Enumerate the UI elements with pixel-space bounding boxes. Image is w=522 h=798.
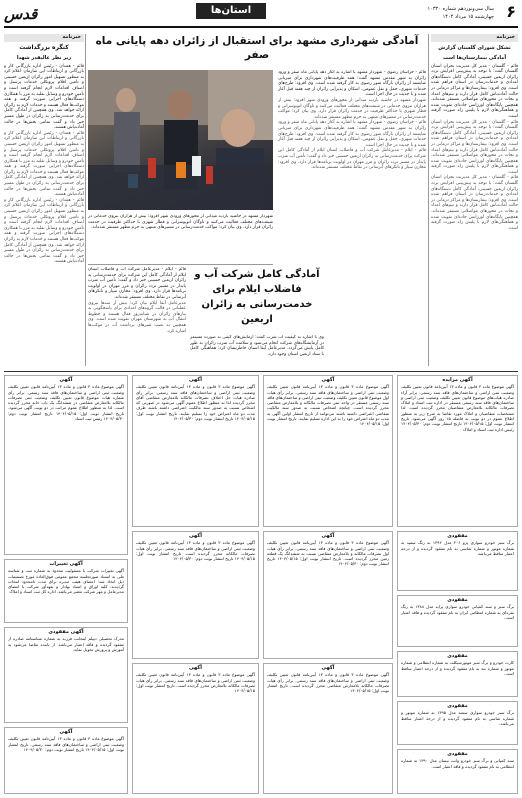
notice-body: آگهی موضوع ماده ۳ قانون و ماده ۱۳ آیین‌نامه قانون تعیین تکلیف وضعیت ثبتی اراضی و ساختمان‌های فاقد سند رسمی. برابر رأی هیات تصرفات مالکانه بلامعارض محرز گردیده است. تاریخ انتشار نوبت اول: ۱۴۰۴/۰۵/۱۵: [136, 672, 255, 694]
main-body-p3: قائم - خراسان رضوی - شهردار مشهد با اشاره به آغاز دهه پایانی ماه صفر و ورود زائران به شهر مقدس مشهد گفت: همه ظرفیت‌های شهرداری برای میزبانی شایسته از زائران بارگاه منور رضوی به کار گرفته شده است. وی افزود: طرح‌های خدمات شهری، حمل و نقل عمومی، اسکان و پذیرایی زائران از چند هفته قبل آغاز شده و با جدیت در حال اجرا است.: [278, 120, 426, 148]
notice-body: مدرک تحصیلی دیپلم اینجانب فرزند به شماره شناسنامه صادره از مفقود گردیده و فاقد اعتبار می‌باشد. از یابنده تقاضا می‌شود به آموزش و پرورش تحویل نماید.: [8, 636, 124, 652]
section-tab[interactable]: استان‌ها: [196, 3, 266, 19]
notice-box: [397, 595, 518, 647]
left-news-column: [4, 34, 84, 364]
notice-title: آگهی مفقودی: [48, 629, 84, 635]
notice-box: [4, 627, 128, 723]
notice-box: [132, 531, 259, 659]
second-body-b: مدیرعامل آبفا ایلام بیان کرد: بیش از صدها نیروی عملیاتی در قالب گروه‌های امدادی برای پاسخگویی به نیازهای زائران در شبانه‌روز فعال هستند و خطوط انتقال آب به شهرستان مهران تقویت شده است. وی همچنین به نصب شیرهای برداشت آب در موکب‌ها اشاره کرد.: [88, 300, 186, 334]
notice-box: [263, 663, 393, 794]
notice-box: [4, 727, 128, 794]
notice-title: آگهی: [189, 665, 202, 671]
notice-body: آگهی تغییرات شرکت با مسئولیت محدود به شماره ثبت و شناسه ملی به استناد صورتجلسه مجمع عمومی فوق‌العاده مورخ تصمیمات ذیل اتخاذ شد: اعضای هیئت مدیره برای مدت نامحدود انتخاب گردیدند. کلیه اوراق و اسناد بهادار و تعهدآور شرکت با امضای مدیرعامل و مهر شرکت معتبر می‌باشد. اداره کل ثبت اسناد و املاک: [8, 568, 124, 595]
notice-title: آگهی: [321, 665, 335, 671]
notice-body: برگ سبز خودرو سواری سمند مدل ۱۳۹۵ به شماره موتور و شماره شاسی به نام مفقود گردیده و از درجه اعتبار ساقط می‌باشد.: [401, 710, 514, 726]
second-body-c: وی با اشاره به کیفیت آب شرب گفت: آزمایش‌های کیفی به صورت مستمر در آزمایشگاه‌های شرکت انجام می‌شود و سلامت آب شرب زائران به طور کامل پایش می‌گردد. مدیرعامل آبفا استان خاطرنشان کرد: هماهنگی کامل با ستاد اربعین استان وجود دارد.: [190, 335, 324, 357]
issue-date: چهارشنبه ۱۵ مرداد ۱۴۰۴: [442, 14, 494, 20]
main-story-body-under-photo: [88, 214, 273, 262]
notice-body: کارت خودرو و برگ سبز موتورسیکلت به شماره انتظامی و شماره موتور و شماره تنه به نام مفقود گردیده و از درجه اعتبار ساقط است.: [401, 660, 514, 676]
notice-title: مفقودی: [447, 533, 468, 539]
right-body-continued: قائم - گلستان - مدیر کل مدیریت بحران استان گلستان گفت: با توجه به پیش‌بینی افزایش تردد زائران اربعین حسینی، آمادگی کامل دستگاه‌های امدادی و خدمات‌رسان در استان فراهم شده است. وی افزود: بیمارستان‌ها و مراکز درمانی در حالت آماده‌باش کامل قرار دارند و تیم‌های امداد و نجات در محورهای مواصلاتی مستقر شده‌اند. همچنین پایگاه‌های اورژانس جاده‌ای تقویت شده و هماهنگی‌های لازم با پلیس راه صورت گرفته است.: [431, 119, 518, 175]
notice-title: آگهی تغییرات: [49, 561, 83, 567]
notice-title: مفقودی: [447, 597, 468, 603]
notice-box: [263, 375, 393, 527]
notice-box: [397, 531, 518, 591]
column-divider: [85, 34, 86, 366]
right-title-2: آمادگی بیمارستان‌ها است: [442, 54, 507, 61]
notice-box: [397, 651, 518, 697]
notice-body: سند کمپانی و برگ سبز خودرو وانت نیسان مدل ۱۳۹۰ به شماره انتظامی به نام مفقود گردیده و فاقد اعتبار است.: [401, 758, 514, 769]
right-title-1: تشکل شورای گلستان گزارش: [438, 44, 511, 51]
right-kicker: خبرنامه: [431, 34, 518, 42]
notice-body: آگهی موضوع ماده ۳ قانون و ماده ۱۳ آیین‌نامه قانون تعیین تکلیف وضعیت ثبتی اراضی و ساختمان‌های فاقد سند رسمی. برابر رأی هیات اول تصرفات مالکانه و بلامعارض متقاضی نسبت به ششدانگ یک قطعه زمین محرز گردیده است. تاریخ انتشار نوبت اول: ۱۴۰۴/۰۵/۱۵ تاریخ انتشار نوبت دوم: ۱۴۰۴/۰۵/۳۰: [267, 540, 389, 567]
notice-title: مفقودی: [447, 751, 468, 757]
notice-body: آگهی موضوع ماده ۳ قانون و ماده ۱۳ آیین‌نامه قانون تعیین تکلیف وضعیت ثبتی اراضی و ساختمان‌های فاقد سند رسمی. برابر رأی هیات تصرفات مالکانه محرز گردیده است. تاریخ انتشار نوبت اول: ۱۴۰۴/۰۵/۱۵ تاریخ انتشار نوبت دوم: ۱۴۰۴/۰۵/۳۰: [136, 540, 255, 562]
notice-box: [132, 375, 259, 527]
notice-title: مفقودی: [447, 653, 468, 659]
notice-title: آگهی: [189, 533, 202, 539]
main-headline[interactable]: آمادگی شهرداری مشهد برای استقبال از زائران دهه پایانی ماه صفر: [95, 35, 419, 61]
main-body-p1: قائم - خراسان رضوی - شهردار مشهد با اشاره به آغاز دهه پایانی ماه صفر و ورود زائران به شهر مقدس مشهد گفت: همه ظرفیت‌های شهرداری برای میزبانی شایسته از زائران بارگاه منور رضوی به کار گرفته شده است. وی افزود: طرح‌های خدمات شهری، حمل و نقل عمومی، اسکان و پذیرایی زائران از چند هفته قبل آغاز شده و با جدیت در حال اجرا است.: [278, 70, 426, 98]
section-divider: [4, 371, 518, 372]
left-body-continued-2: قائم - همدان - رئیس اداره بازرگانی کار و بازرگانی و ارتباطات این سازمان اعلام کرد به منظور تسهیل امور زائران اربعین حسینی و تامین اقلام پروتکلی خدمات پرسنل و اصناف اقدامات لازم انجام گرفته است و تأمین خودرو و وسایل نقلیه به مرز با همکاری دستگاه‌های اجرایی صورت گرفته و همه موکب‌ها فعال هستند و خدمات لازم به زائران ارائه خواهد شد. وی همچنین از آمادگی کامل برای خدمت‌رسانی به زائران در طول مسیر خبر داد و گفت تمامی بخش‌ها در حالت آماده‌باش هستند.: [4, 197, 84, 265]
second-story-col-c: [190, 335, 324, 369]
masthead: [0, 0, 522, 30]
second-body-a: قائم - ایلام - مدیرعامل شرکت آب و فاضلاب استان ایلام از آمادگی کامل این شرکت برای خدمت‌رسانی به زائران اربعین حسینی خبر داد و گفت: تأمین آب شرب پایدار در مسیر تردد زائران و مرز مهران در اولویت برنامه‌ها قرار دارد. وی افزود: مخازن سیار و تانکرهای آبرسانی در نقاط مختلف مستقر شده‌اند.: [88, 267, 186, 300]
notice-box: [397, 375, 518, 527]
story-divider: [88, 264, 273, 265]
second-story-col-a: [88, 267, 186, 367]
notice-title: مفقودی: [447, 703, 468, 709]
notice-box: [4, 559, 128, 623]
second-headline[interactable]: آمادگی کامل شرکت آب و فاضلاب ایلام برای خدمت‌رسانی به زائران اربعین: [194, 269, 320, 325]
issue-number: سال سی‌ونوزدهم شماره ۱۰۳۲۰: [427, 6, 494, 12]
masthead-rule: [4, 26, 518, 28]
left-kicker: خبرنامه: [4, 34, 84, 42]
notice-body: آگهی موضوع ماده ۳ قانون و ماده ۱۳ آیین‌نامه قانون تعیین تکلیف وضعیت ثبتی اراضی و ساختمان‌های فاقد سند رسمی. برابر رأی شماره هیات موضوع قانون تعیین تکلیف وضعیت ثبتی تصرفات مالکانه بلامعارض متقاضی در ششدانگ یک باب خانه محرز گردیده است. لذا به منظور اطلاع عموم مراتب در دو نوبت آگهی می‌شود. تاریخ انتشار نوبت اول: ۱۴۰۴/۰۵/۱۵ تاریخ انتشار نوبت دوم: ۱۴۰۴/۰۵/۳۰ رئیس ثبت اسناد: [8, 384, 124, 422]
notice-body: برگ سبز و سند کمپانی خودرو سواری پراید مدل ۱۳۸۸ به رنگ نقره‌ای به شماره انتظامی ایران به نام مفقود گردیده و فاقد اعتبار است.: [401, 604, 515, 620]
notice-body: آگهی موضوع ماده ۳ قانون و ماده ۱۳ آیین‌نامه قانون تعیین تکلیف وضعیت ثبتی اراضی و ساختمان‌های فاقد سند رسمی. برابر رأی هیات اول موضوع قانون تعیین تکلیف وضعیت ثبتی اراضی و ساختمان‌های فاقد سند رسمی مستقر در واحد ثبتی تصرفات مالکانه و بلامعارض متقاضی محرز گردیده است. چنانچه اشخاص نسبت به صدور سند مالکیت متقاضی اعتراضی داشته باشند می‌توانند از تاریخ انتشار اولین آگهی به مدت دو ماه اعتراض خود را به این اداره تسلیم نمایند. تاریخ انتشار نوبت اول: ۱۴۰۴/۰۵/۱۵: [267, 384, 389, 427]
left-title-2: زیر نظر عالیقدر شهدا: [16, 54, 72, 61]
main-body-p2: شهردار مشهد در حاشیه بازدید میدانی از محورهای ورودی شهر افزود: بیش از هزاران نیروی خدماتی در شیفت‌های مختلف فعالیت می‌کنند و ناوگان اتوبوسرانی و قطار شهری با حداکثر ظرفیت در خدمت زائران قرار دارد. وی بیان کرد: مواکب خدمت‌رسانی در مسیرهای منتهی به حرم مطهر مستقر شده‌اند.: [278, 97, 426, 120]
notice-box: [132, 663, 259, 794]
notice-body: برگ سبز خودرو سواری پژو ۲۰۶ مدل ۱۳۹۲ به رنگ سفید به شماره موتور و شماره شاسی به نام مفقود گردیده و از درجه اعتبار ساقط می‌باشد.: [401, 540, 515, 556]
left-body-continued: قائم - همدان - رئیس اداره بازرگانی کار و بازرگانی و ارتباطات این سازمان اعلام کرد به منظور تسهیل امور زائران اربعین حسینی و تامین اقلام پروتکلی خدمات پرسنل و اصناف اقدامات لازم انجام گرفته است و تأمین خودرو و وسایل نقلیه به مرز با همکاری دستگاه‌های اجرایی صورت گرفته و همه موکب‌ها فعال هستند و خدمات لازم به زائران ارائه خواهد شد. وی همچنین از آمادگی کامل برای خدمت‌رسانی به زائران در طول مسیر خبر داد و گفت تمامی بخش‌ها در حالت آماده‌باش هستند.: [4, 130, 84, 198]
notice-body: آگهی موضوع ماده ۳ قانون و ماده ۱۳ آیین‌نامه قانون تعیین تکلیف وضعیت ثبتی اراضی و ساختمان‌های فاقد سند رسمی. برابر آراء صادره هیات‌های موضوع قانون تعیین تکلیف وضعیت ثبتی اراضی و ساختمان‌های فاقد سند رسمی مستقر در اداره ثبت اسناد و املاک تصرفات مالکانه بلامعارض متقاضیان محرز گردیده است. لذا مشخصات متقاضیان و املاک مورد تقاضا به شرح زیر به منظور اطلاع عموم در دو نوبت به فاصله ۱۵ روز آگهی می‌شود. تاریخ انتشار نوبت اول: ۱۴۰۴/۰۵/۱۵ تاریخ انتشار نوبت دوم: ۱۴۰۴/۰۵/۳۰ رئیس اداره ثبت اسناد و املاک: [401, 384, 514, 432]
page-number: ۶: [506, 2, 516, 21]
notice-title: آگهی مزایده: [442, 377, 473, 383]
notice-title: آگهی: [321, 533, 335, 539]
right-body: قائم - گلستان - مدیر کل مدیریت بحران استان گلستان گفت: با توجه به پیش‌بینی افزایش تردد زائران اربعین حسینی، آمادگی کامل دستگاه‌های امدادی و خدمات‌رسان در استان فراهم شده است. وی افزود: بیمارستان‌ها و مراکز درمانی در حالت آماده‌باش کامل قرار دارند و تیم‌های امداد و نجات در محورهای مواصلاتی مستقر شده‌اند. همچنین پایگاه‌های اورژانس جاده‌ای تقویت شده و هماهنگی‌های لازم با پلیس راه صورت گرفته است.: [431, 63, 518, 119]
press-photo-illustration: [88, 70, 273, 210]
main-body-under-photo: شهردار مشهد در حاشیه بازدید میدانی از محورهای ورودی شهر افزود: بیش از هزاران نیروی خدماتی در شیفت‌های مختلف فعالیت می‌کنند و ناوگان اتوبوسرانی و قطار شهری با حداکثر ظرفیت در خدمت زائران قرار دارد. وی بیان کرد: مواکب خدمت‌رسانی در مسیرهای منتهی به حرم مطهر مستقر شده‌اند.: [88, 214, 273, 231]
newspaper-logo: قدس: [4, 5, 38, 23]
left-title-1: کنگره بزرگداشت: [19, 43, 69, 51]
right-body-continued-2: قائم - گلستان - مدیر کل مدیریت بحران استان گلستان گفت: با توجه به پیش‌بینی افزایش تردد زائران اربعین حسینی، آمادگی کامل دستگاه‌های امدادی و خدمات‌رسان در استان فراهم شده است. وی افزود: بیمارستان‌ها و مراکز درمانی در حالت آماده‌باش کامل قرار دارند و تیم‌های امداد و نجات در محورهای مواصلاتی مستقر شده‌اند. همچنین پایگاه‌های اورژانس جاده‌ای تقویت شده و هماهنگی‌های لازم با پلیس راه صورت گرفته است.: [431, 175, 518, 231]
right-news-column: [431, 34, 518, 364]
column-divider: [428, 34, 429, 366]
notice-box: [397, 749, 518, 794]
left-body: قائم - همدان - رئیس اداره بازرگانی کار و بازرگانی و ارتباطات این سازمان اعلام کرد به منظور تسهیل امور زائران اربعین حسینی و تامین اقلام پروتکلی خدمات پرسنل و اصناف اقدامات لازم انجام گرفته است و تأمین خودرو و وسایل نقلیه به مرز با همکاری دستگاه‌های اجرایی صورت گرفته و همه موکب‌ها فعال هستند و خدمات لازم به زائران ارائه خواهد شد. وی همچنین از آمادگی کامل برای خدمت‌رسانی به زائران در طول مسیر خبر داد و گفت تمامی بخش‌ها در حالت آماده‌باش هستند.: [4, 63, 84, 131]
notice-title: آگهی: [59, 729, 73, 735]
news-photo: [88, 70, 273, 210]
notice-body: آگهی موضوع ماده ۳ قانون و ماده ۱۳ آیین‌نامه قانون تعیین تکلیف وضعیت ثبتی اراضی و ساختمان‌های فاقد سند رسمی. تاریخ انتشار نوبت اول: ۱۴۰۴/۰۵/۱۵ تاریخ انتشار نوبت دوم: ۱۴۰۴/۰۵/۳۰: [8, 736, 124, 752]
notice-title: آگهی: [321, 377, 335, 383]
main-body-p4: قائم - ایلام - مدیرعامل شرکت آب و فاضلاب استان ایلام از آمادگی کامل این شرکت برای خدمت‌رسانی به زائران اربعین حسینی خبر داد و گفت: تأمین آب شرب پایدار در مسیر تردد زائران و مرز مهران در اولویت برنامه‌ها قرار دارد. وی افزود: مخازن سیار و تانکرهای آبرسانی در نقاط مختلف مستقر شده‌اند.: [278, 148, 426, 171]
notice-title: آگهی: [189, 377, 202, 383]
notice-box: [4, 375, 128, 555]
notice-title: آگهی: [59, 377, 73, 383]
notice-box: [397, 701, 518, 745]
notice-body: آگهی موضوع ماده ۳ قانون و ماده ۱۳ آیین‌نامه قانون تعیین تکلیف وضعیت ثبتی اراضی و ساختمان‌های فاقد سند رسمی. برابر رأی صادره هیات حل اختلاف تصرفات مالکانه بلامعارض متقاضی آقای محرز گردیده لذا به منظور اطلاع عموم آگهی می‌شود در صورتی که اشخاص نسبت به صدور سند مالکیت اعتراضی داشته باشند ظرف مدت دو ماه اعتراض خود را تسلیم نمایند. تاریخ انتشار نوبت اول: ۱۴۰۴/۰۵/۱۵ تاریخ انتشار نوبت دوم: ۱۴۰۴/۰۵/۳۰: [136, 384, 255, 422]
notice-box: [263, 531, 393, 659]
notice-body: آگهی موضوع ماده ۳ قانون و ماده ۱۳ آیین‌نامه قانون تعیین تکلیف وضعیت ثبتی اراضی و ساختمان‌های فاقد سند رسمی. برابر رأی هیات تصرفات مالکانه بلامعارض متقاضی محرز گردیده است. تاریخ انتشار نوبت اول: ۱۴۰۴/۰۵/۱۵: [267, 672, 389, 694]
